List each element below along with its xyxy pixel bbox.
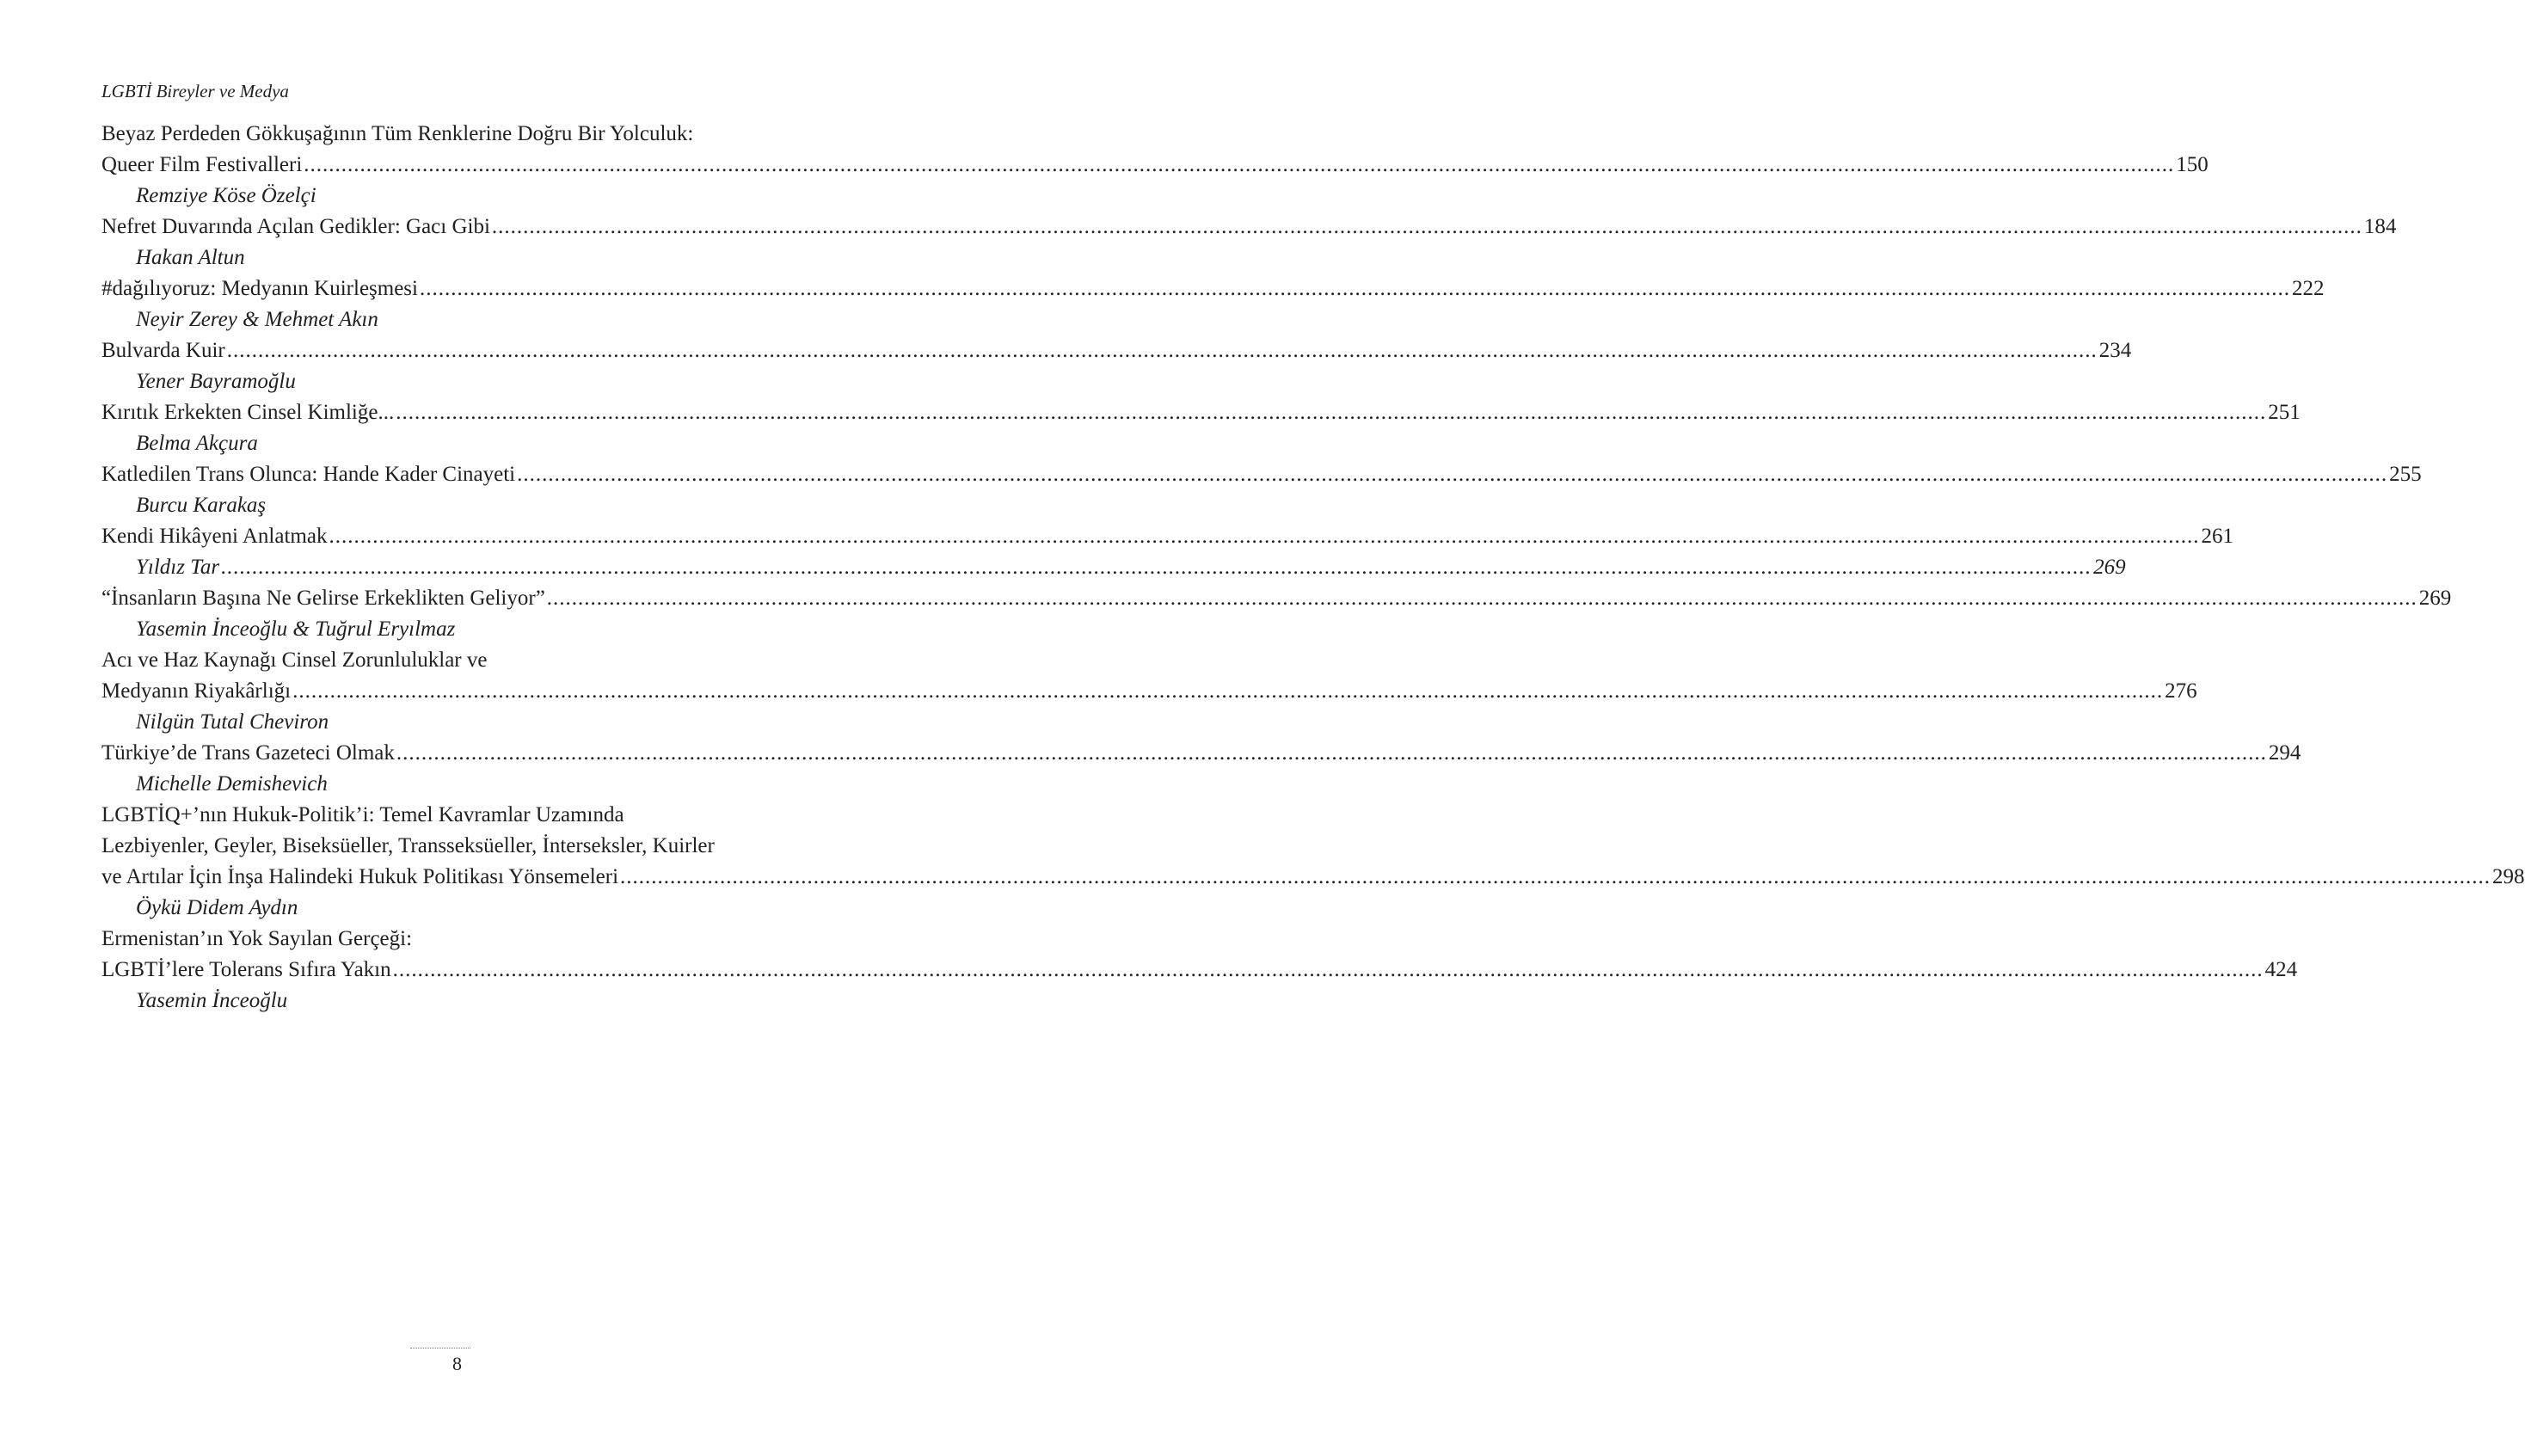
dot-leader: ............................................................................................................................................................................................................................................................................................................ bbox=[392, 958, 2264, 981]
toc-entry-title: #dağılıyoruz: Medyanın Kuirleşmesi bbox=[101, 277, 418, 300]
toc-page-number: 222 bbox=[2291, 277, 2325, 300]
dot-leader: ............................................................................................................................................................................................................................................................................................................ bbox=[491, 215, 2362, 238]
toc-entry-title: Queer Film Festivalleri bbox=[101, 153, 303, 176]
toc-page-number: 234 bbox=[2098, 339, 2132, 362]
dot-leader: ............................................................................................................................................................................................................................................................................................................ bbox=[304, 153, 2175, 176]
toc-entry bbox=[101, 335, 2132, 366]
toc-entry bbox=[101, 583, 2452, 614]
toc-entry-title: LGBTİ’lere Tolerans Sıfıra Yakın bbox=[101, 958, 391, 981]
dot-leader: ............................................................................................................................................................................................................................................................................................................ bbox=[292, 679, 2164, 703]
page-number: 8 bbox=[452, 1353, 462, 1374]
toc-entry bbox=[101, 676, 2197, 707]
dot-leader: ............................................................................................................................................................................................................................................................................................................ bbox=[546, 587, 2417, 610]
toc-entry bbox=[101, 955, 2298, 986]
table-of-contents bbox=[101, 119, 2525, 1017]
toc-page-number: 276 bbox=[2165, 679, 2197, 703]
toc-title-line: Lezbiyenler, Geyler, Biseksüeller, Transseksüeller, İnterseksler, Kuirler bbox=[101, 834, 715, 857]
dot-leader: ............................................................................................................................................................................................................................................................................................................ bbox=[226, 339, 2098, 362]
dot-leader: ............................................................................................................................................................................................................................................................................................................ bbox=[329, 525, 2200, 548]
toc-entry-title: Kendi Hikâyeni Anlatmak bbox=[101, 525, 328, 548]
toc-author: Remziye Köse Özelçi bbox=[136, 184, 316, 207]
toc-page-number: 269 bbox=[2093, 556, 2126, 579]
toc-entry-title: “İnsanların Başına Ne Gelirse Erkeklikten Geliyor” bbox=[101, 587, 545, 610]
dot-leader: ............................................................................................................................................................................................................................................................................................................ bbox=[620, 865, 2491, 888]
toc-entry-title: Kırıtık Erkekten Cinsel Kimliğe... bbox=[101, 401, 395, 424]
toc-author: Yasemin İnceoğlu bbox=[136, 989, 288, 1012]
toc-entry bbox=[101, 150, 2209, 181]
toc-author: Yasemin İnceoğlu & Tuğrul Eryılmaz bbox=[136, 617, 456, 641]
toc-title-line: Ermenistan’ın Yok Sayılan Gerçeği: bbox=[101, 927, 413, 950]
toc-author: Yıldız Tar bbox=[136, 556, 220, 579]
toc-page-number: 261 bbox=[2201, 525, 2233, 548]
toc-author: Michelle Demishevich bbox=[136, 772, 328, 796]
toc-entry bbox=[101, 552, 2126, 583]
toc-title-line: Beyaz Perdeden Gökkuşağının Tüm Renklerine Doğru Bir Yolculuk: bbox=[101, 122, 694, 145]
dot-leader: ............................................................................................................................................................................................................................................................................................................ bbox=[221, 556, 2092, 579]
toc-page-number: 251 bbox=[2268, 401, 2301, 424]
toc-author: Neyir Zerey & Mehmet Akın bbox=[136, 308, 378, 331]
toc-title-line: LGBTİQ+’nın Hukuk-Politik’i: Temel Kavramlar Uzamında bbox=[101, 803, 624, 826]
toc-author: Hakan Altun bbox=[136, 246, 245, 269]
toc-page-number: 424 bbox=[2264, 958, 2298, 981]
toc-page-number: 255 bbox=[2389, 463, 2422, 486]
toc-page-number: 269 bbox=[2418, 587, 2452, 610]
toc-author: Belma Akçura bbox=[136, 432, 258, 455]
toc-entry-title: ve Artılar İçin İnşa Halindeki Hukuk Politikası Yönsemeleri bbox=[101, 865, 619, 888]
toc-author: Burcu Karakaş bbox=[136, 494, 267, 517]
running-head: LGBTİ Bireyler ve Medya bbox=[101, 81, 289, 101]
toc-author: Nilgün Tutal Cheviron bbox=[136, 710, 329, 734]
dot-leader: ............................................................................................................................................................................................................................................................................................................ bbox=[419, 277, 2290, 300]
dot-leader: ............................................................................................................................................................................................................................................................................................................ bbox=[396, 741, 2267, 765]
toc-page-number: 298 bbox=[2492, 865, 2525, 888]
toc-title-line: Acı ve Haz Kaynağı Cinsel Zorunluluklar ve bbox=[101, 648, 488, 672]
toc-entry bbox=[101, 738, 2301, 769]
toc-entry bbox=[101, 862, 2525, 893]
dot-leader: ............................................................................................................................................................................................................................................................................................................ bbox=[396, 401, 2267, 424]
toc-page-number: 184 bbox=[2363, 215, 2397, 238]
toc-entry-title: Nefret Duvarında Açılan Gedikler: Gacı Gibi bbox=[101, 215, 490, 238]
dot-leader: ............................................................................................................................................................................................................................................................................................................ bbox=[517, 463, 2388, 486]
toc-entry-title: Katledilen Trans Olunca: Hande Kader Cinayeti bbox=[101, 463, 516, 486]
toc-entry bbox=[101, 397, 2301, 428]
toc-entry bbox=[101, 273, 2325, 304]
toc-entry bbox=[101, 521, 2233, 552]
toc-entry-title: Türkiye’de Trans Gazeteci Olmak bbox=[101, 741, 395, 765]
toc-entry bbox=[101, 212, 2397, 243]
toc-page-number: 150 bbox=[2176, 153, 2209, 176]
toc-author: Öykü Didem Aydın bbox=[136, 896, 298, 919]
toc-entry-title: Medyanın Riyakârlığı bbox=[101, 679, 292, 703]
toc-page-number: 294 bbox=[2268, 741, 2301, 765]
toc-entry-title: Bulvarda Kuir bbox=[101, 339, 225, 362]
toc-author: Yener Bayramoğlu bbox=[136, 370, 296, 393]
toc-entry bbox=[101, 459, 2422, 490]
